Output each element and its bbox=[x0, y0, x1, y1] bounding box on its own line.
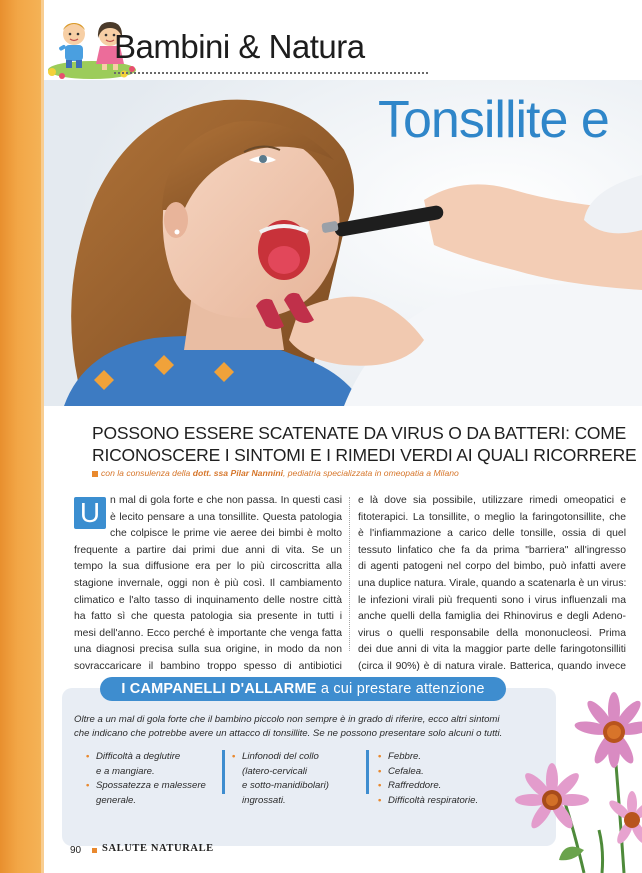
list-item-text: e a mangiare. bbox=[96, 765, 155, 777]
header-dotted-rule bbox=[114, 72, 428, 74]
body-line: che colpisce le prime vie aeree dei bimbi è molto bbox=[110, 528, 342, 540]
consultation-credit bbox=[92, 468, 622, 478]
body-line: le infezioni virali più frequenti sono i virus influenzali ma bbox=[358, 594, 626, 606]
list-item bbox=[86, 779, 216, 808]
body-line: di agenti patogeni nel corpo del bimbo, può infatti avere bbox=[358, 561, 626, 573]
list-item-text: ingrossati. bbox=[242, 794, 286, 806]
body-column-right bbox=[358, 493, 626, 676]
list-item bbox=[378, 779, 508, 794]
list-item bbox=[378, 794, 508, 809]
list-separator bbox=[366, 750, 369, 794]
page-number: 90 bbox=[70, 845, 82, 856]
alarm-title-bold: I CAMPANELLI D'ALLARME bbox=[121, 681, 317, 697]
alarm-intro-line: Oltre a un mal di gola forte che il bambino piccolo non sempre è in grado di riferire, ecco altri sintomi bbox=[74, 714, 500, 725]
consult-doctor: dott. ssa Pilar Nannini bbox=[192, 468, 283, 478]
list-item-text: Difficoltà respiratorie. bbox=[388, 794, 479, 806]
body-line: anche quelli della famiglia dei Rhinovirus e degli Adeno- bbox=[358, 611, 626, 623]
body-line: frequente a partire dai primi due anni di vita. Se un bbox=[74, 544, 342, 556]
bullet-dot-icon: • bbox=[378, 765, 382, 777]
body-line: sovraccaricare il bambino troppo spesso di antibiotici bbox=[74, 660, 342, 672]
body-line: stagione invernale, oggi non è più così. Il cambiamento bbox=[74, 577, 342, 589]
list-separator bbox=[222, 750, 225, 794]
body-line: una diagnosi precisa sulla sua origine, in modo da non bbox=[74, 644, 342, 656]
list-item-text: Spossatezza e malessere bbox=[96, 780, 206, 791]
consult-prefix: con la consulenza della bbox=[101, 468, 191, 478]
body-line: tempo la sua diffusione era per lo più circoscritta alla bbox=[74, 561, 342, 573]
bullet-dot-icon: • bbox=[378, 780, 382, 791]
list-item-text: generale. bbox=[96, 794, 137, 806]
bullet-dot-icon: • bbox=[378, 751, 382, 762]
body-line: fitoterapici. La tonsillite, o meglio la faringotonsillite, che bbox=[358, 511, 626, 523]
alarm-intro bbox=[74, 713, 554, 741]
alarm-intro-line: che indicano che potrebbe avere un attacco di tonsillite. Se ne possono presentare solo alcuni o tutti. bbox=[74, 728, 503, 739]
hero-photo bbox=[44, 80, 642, 406]
column-divider bbox=[349, 497, 350, 651]
bullet-dot-icon: • bbox=[86, 780, 90, 791]
list-item-text: Febbre. bbox=[388, 751, 422, 762]
list-item bbox=[378, 750, 508, 765]
body-line: una duplice natura. Virale, quando a scatenarla è un virus: bbox=[358, 577, 627, 589]
alarm-box-title bbox=[100, 677, 506, 701]
list-item-text: Cefalea. bbox=[388, 765, 424, 777]
article-title: Tonsillite e bbox=[378, 91, 609, 149]
subtitle-line: RICONOSCERE I SINTOMI E I RIMEDI VERDI AI QUALI RICORRERE bbox=[92, 445, 637, 465]
bullet-dot-icon: • bbox=[86, 751, 90, 762]
bullet-dot-icon: • bbox=[232, 751, 236, 762]
orange-square-bullet-icon bbox=[92, 848, 97, 853]
body-line: è l'infiammazione a carico delle tonsille, ossia di quel bbox=[358, 528, 626, 540]
symptom-list-3 bbox=[378, 750, 508, 808]
body-line: mesi dell'anno. Ecco perché è importante che venga fatta bbox=[74, 627, 342, 639]
list-item-text: e sotto-manidibolari) bbox=[242, 780, 329, 791]
list-item-text: Difficoltà a deglutire bbox=[96, 751, 181, 762]
list-item-text: Linfonodi del collo bbox=[242, 751, 319, 762]
section-title: Bambini & Natura bbox=[114, 28, 365, 65]
list-item bbox=[232, 750, 362, 808]
alarm-title-rest: a cui prestare attenzione bbox=[316, 681, 485, 697]
orange-side-strip bbox=[0, 0, 44, 873]
body-line: virus o quelli responsabile della mononucleosi. Prima bbox=[358, 627, 626, 639]
body-line: e là dove sia possibile, utilizzare rimedi omeopatici e bbox=[358, 495, 626, 506]
body-line: dei due anni di vita la maggior parte delle faringotonsilliti bbox=[358, 644, 626, 656]
consult-suffix: , pediatria specializzata in omeopatia a Milano bbox=[283, 468, 459, 478]
body-line: ha fatto sì che questa patologia sia presente in tutti i bbox=[74, 611, 342, 623]
body-line: climatico e l'alto tasso di inquinamento delle nostre città bbox=[74, 594, 342, 606]
echinacea-flowers-icon bbox=[504, 680, 642, 873]
list-item-text: (latero-cervicali bbox=[242, 765, 308, 777]
orange-square-bullet-icon bbox=[92, 471, 98, 477]
body-line: è lecito pensare a una tonsillite. Questa patologia bbox=[110, 511, 342, 523]
body-column-left bbox=[74, 493, 342, 676]
symptom-list-1 bbox=[86, 750, 216, 808]
symptom-list-2 bbox=[232, 750, 362, 808]
list-item bbox=[86, 750, 216, 779]
article-subtitle bbox=[92, 422, 637, 466]
list-item-text: Raffreddore. bbox=[388, 780, 442, 791]
body-line: n mal di gola forte e che non passa. In questi casi bbox=[110, 495, 342, 506]
page-header bbox=[44, 0, 642, 80]
magazine-name: SALUTE NATURALE bbox=[102, 843, 214, 854]
body-line: (circa il 90%) è di natura virale. Batterica, quando invece bbox=[358, 660, 626, 672]
list-item bbox=[378, 765, 508, 780]
subtitle-line: POSSONO ESSERE SCATENATE DA VIRUS O DA BATTERI: COME bbox=[92, 423, 627, 443]
body-line: tessuto linfatico che fa da prima "barriera" all'ingresso bbox=[358, 544, 626, 556]
drop-cap: U bbox=[74, 497, 106, 529]
bullet-dot-icon: • bbox=[378, 794, 382, 806]
